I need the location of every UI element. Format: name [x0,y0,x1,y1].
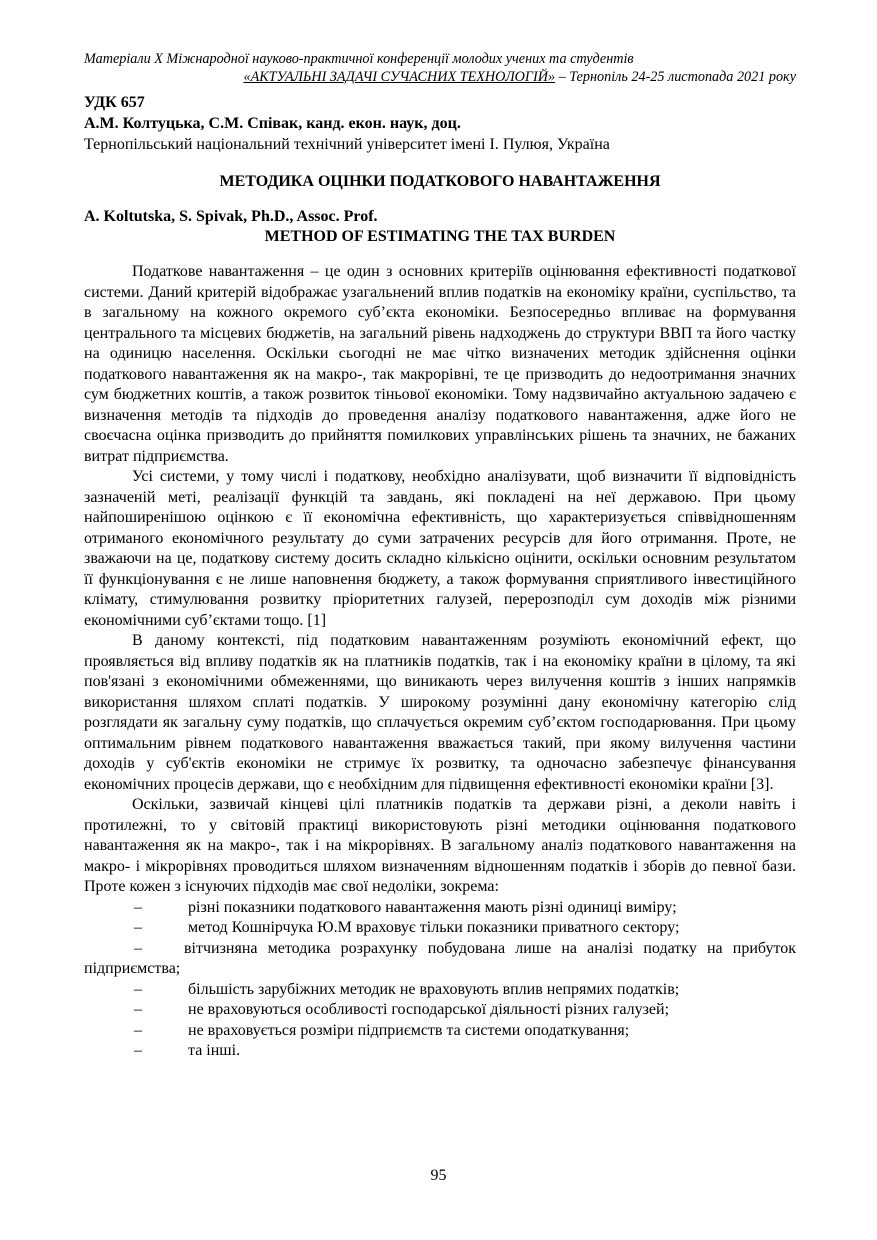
page-number: 95 [430,1167,447,1184]
title-uk: МЕТОДИКА ОЦІНКИ ПОДАТКОВОГО НАВАНТАЖЕННЯ [219,173,661,190]
list-item-text: більшість зарубіжних методик не враховують вплив непрямих податків; [188,980,680,998]
list-item-text: вітчизняна методика розрахунку побудована лише на аналізі податку на прибуток підприємства; [84,939,796,977]
list-item-text: різні показники податкового навантаження мають різні одиниці виміру; [188,898,677,916]
list-item-text: та інші. [188,1042,241,1059]
affiliation: Тернопільський національний технічний університет імені І. Пулюя, Україна [84,136,610,153]
list-marker: – [134,919,142,936]
list-item [84,898,796,919]
conference-place-date: – Тернопіль 24-25 листопада 2021 року [555,69,796,85]
list-item-text: не враховуються особливості господарської діяльності різних галузей; [188,1001,670,1018]
title-en: METHOD OF ESTIMATING THE TAX BURDEN [264,228,616,245]
list-item-text: метод Кошнірчука Ю.М враховує тільки показники приватного сектору; [188,919,680,936]
header-line-1: Матеріали X Міжнародної науково-практичної конференції молодих учених та студентів [84,51,634,67]
paragraph: Усі системи, у тому числі і податкову, необхідно аналізувати, щоб визначити її відповідність зазначеній меті, реалізації функцій та завдань, які покладені на неї державою. При цьому найпоширенішою оцінкою є її економічна ефективність, що характеризується співвідношенням отриманого економічного результату до суми затрачених ресурсів для його отримання. Проте, не зважаючи на це, податкову систему досить складно кількісно оцінити, оскільки основним результатом її функціонування є не лише наповнення бюджету, а також формування сприятливого інвестиційного клімату, стимулювання розвитку пріоритетних галузей, перерозподіл сум доходів між різними економічними суб’єктами тощо. [1] [84,468,796,629]
list-marker: – [134,980,142,998]
authors-en: A. Koltutska, S. Spivak, Ph.D., Assoc. Prof. [84,208,378,225]
list-marker: – [134,939,142,957]
header-line-2 [84,68,796,86]
article-body [84,262,796,1062]
list-item [84,918,796,939]
list-item-text: не враховується розміри підприємств та системи оподаткування; [188,1021,630,1039]
authors-uk: А.М. Колтуцька, С.М. Співак, канд. екон. наук, доц. [84,115,461,132]
list-marker: – [134,1001,142,1018]
list-item [84,1021,796,1042]
list-item [84,939,796,980]
paragraph: Податкове навантаження – це один з основних критеріїв оцінювання ефективності податкової системи. Даний критерій відображає узагальнений вплив податків на економіку країни, суспільство, та в загальному на кожного окремого суб’єкта економіки. Безпосередньо впливає на формування центрального та місцевих бюджетів, на загальний рівень надходжень до структури ВВП та його частку на одиницю населення. Оскільки сьогодні не має чітко визначених методик здійснення оцінки податкового навантаження як на макро-, так макрорівні, те це призводить до недоотримання значних сум бюджетних коштів, а також розвиток тіньової економіки. Тому надзвичайно актуальною задачею є визначення методів та підходів до проведення аналізу податкового навантаження, адже його не своєчасна оцінка призводить до прийняття помилкових управлінських рішень та значних, не бажаних витрат підприємства. [84,263,796,465]
conference-header [84,50,796,86]
list-marker: – [134,1042,142,1059]
list-marker: – [134,898,142,916]
list-item [84,1041,796,1062]
shortcomings-list [84,898,796,1062]
list-marker: – [134,1021,142,1039]
english-heading [84,207,796,247]
list-item [84,1000,796,1021]
paragraph: В даному контексті, під податковим навантаженням розуміють економічний ефект, що проявляється від впливу податків як на платників податків, так і на економіку країни в цілому, та які пов'язані з економічними обмеженнями, що виникають через вилучення коштів з інших напрямків використання шляхом сплаті податків. У широкому розумінні дану економічну категорію слід розглядати як загальну суму податків, що сплачується окремим суб’єктом господарювання. При цьому оптимальним рівнем податкового навантаження вважається такий, при якому вилучення частини доходів у суб'єктів економіки не стримує їх розвитку, та одночасно забезпечує фінансування економічних процесів держави, що є необхідним для підвищення ефективності економіки країни [3]. [84,632,796,793]
article-meta [84,92,796,155]
paragraph: Оскільки, зазвичай кінцеві цілі платників податків та держави різні, а деколи навіть і протилежні, то у світовій практиці використовують різні методики оцінювання податкового навантаження як на макро-, так і на мікрорівнях. В загальному аналіз податкового навантаження на макро- і мікрорівнях проводиться шляхом визначенням відношенням податків і зборів до певної бази. Проте кожен з існуючих підходів має свої недоліки, зокрема: [84,796,796,895]
conference-name: «АКТУАЛЬНІ ЗАДАЧІ СУЧАСНИХ ТЕХНОЛОГІЙ» [243,69,556,85]
udc-code: УДК 657 [84,94,145,111]
list-item [84,980,796,1001]
